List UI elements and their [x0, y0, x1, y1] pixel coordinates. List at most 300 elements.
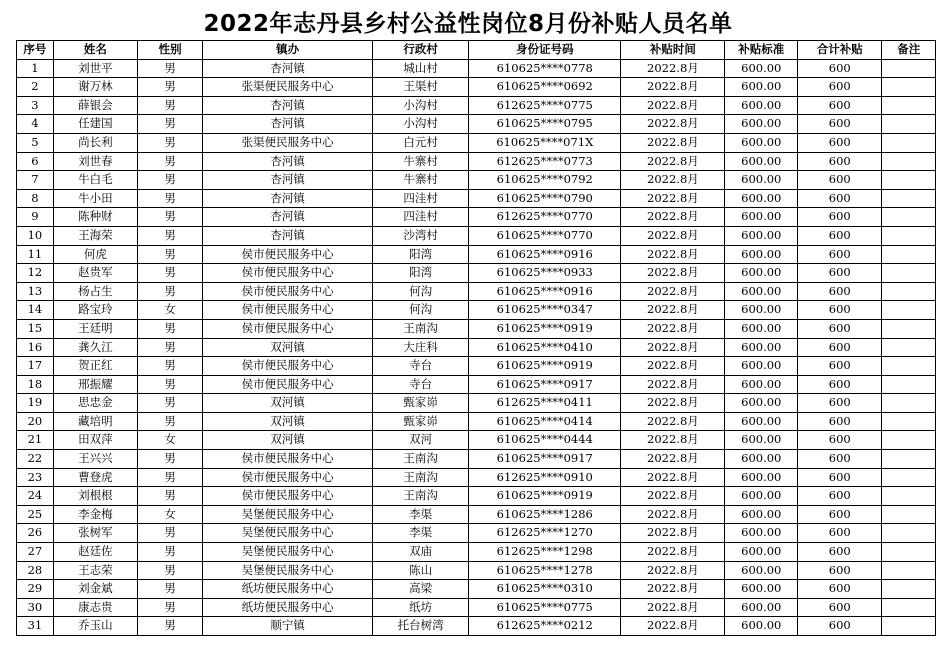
index-cell: 17 — [17, 357, 54, 376]
village-cell: 小沟村 — [373, 115, 469, 134]
index-cell: 13 — [17, 282, 54, 301]
id-number-cell: 612625****0411 — [469, 394, 621, 413]
name-cell: 邢振耀 — [53, 375, 137, 394]
index-cell: 18 — [17, 375, 54, 394]
village-cell: 甄家峁 — [373, 412, 469, 431]
total-subsidy-cell: 600 — [798, 617, 882, 636]
remarks-cell — [882, 245, 936, 264]
gender-cell: 女 — [137, 505, 202, 524]
remarks-cell — [882, 524, 936, 543]
subsidy-rate-cell: 600.00 — [725, 357, 798, 376]
remarks-cell — [882, 59, 936, 78]
town-cell: 顺宁镇 — [203, 617, 373, 636]
name-cell: 王志荣 — [53, 561, 137, 580]
table-row — [17, 598, 936, 617]
town-cell: 侯市便民服务中心 — [203, 375, 373, 394]
town-cell: 纸坊便民服务中心 — [203, 580, 373, 599]
gender-cell: 男 — [137, 338, 202, 357]
index-cell: 8 — [17, 189, 54, 208]
village-cell: 寺台 — [373, 357, 469, 376]
total-subsidy-cell: 600 — [798, 226, 882, 245]
subsidy-rate-cell: 600.00 — [725, 264, 798, 283]
village-cell: 何沟 — [373, 282, 469, 301]
subsidy-rate-cell: 600.00 — [725, 226, 798, 245]
remarks-cell — [882, 431, 936, 450]
table-row — [17, 450, 936, 469]
name-cell: 路宝玲 — [53, 301, 137, 320]
village-cell: 双庙 — [373, 543, 469, 562]
subsidy-rate-cell: 600.00 — [725, 487, 798, 506]
id-number-cell: 610625****0933 — [469, 264, 621, 283]
gender-cell: 男 — [137, 245, 202, 264]
id-number-cell: 610625****0919 — [469, 487, 621, 506]
id-number-cell: 610625****0347 — [469, 301, 621, 320]
id-number-cell: 610625****0410 — [469, 338, 621, 357]
table-row — [17, 264, 936, 283]
name-cell: 田双萍 — [53, 431, 137, 450]
remarks-cell — [882, 189, 936, 208]
index-cell: 23 — [17, 468, 54, 487]
table-row — [17, 487, 936, 506]
subsidy-period-cell: 2022.8月 — [621, 226, 725, 245]
id-number-cell: 610625****0444 — [469, 431, 621, 450]
village-cell: 小沟村 — [373, 96, 469, 115]
remarks-cell — [882, 78, 936, 97]
table-row — [17, 617, 936, 636]
town-cell: 杏河镇 — [203, 171, 373, 190]
col-header-gender: 性别 — [137, 41, 202, 60]
town-cell: 杏河镇 — [203, 226, 373, 245]
name-cell: 赵贵军 — [53, 264, 137, 283]
name-cell: 尚长利 — [53, 133, 137, 152]
subsidy-period-cell: 2022.8月 — [621, 394, 725, 413]
col-header-village: 行政村 — [373, 41, 469, 60]
gender-cell: 男 — [137, 524, 202, 543]
subsidy-rate-cell: 600.00 — [725, 245, 798, 264]
town-cell: 吴堡便民服务中心 — [203, 561, 373, 580]
subsidy-rate-cell: 600.00 — [725, 412, 798, 431]
name-cell: 王廷明 — [53, 319, 137, 338]
village-cell: 托台树湾 — [373, 617, 469, 636]
remarks-cell — [882, 543, 936, 562]
total-subsidy-cell: 600 — [798, 375, 882, 394]
remarks-cell — [882, 208, 936, 227]
town-cell: 双河镇 — [203, 431, 373, 450]
index-cell: 10 — [17, 226, 54, 245]
remarks-cell — [882, 394, 936, 413]
name-cell: 任建国 — [53, 115, 137, 134]
table-row — [17, 357, 936, 376]
subsidy-rate-cell: 600.00 — [725, 133, 798, 152]
gender-cell: 男 — [137, 375, 202, 394]
id-number-cell: 610625****0775 — [469, 598, 621, 617]
gender-cell: 男 — [137, 617, 202, 636]
col-header-subsidy-period: 补贴时间 — [621, 41, 725, 60]
name-cell: 张树军 — [53, 524, 137, 543]
name-cell: 贺正红 — [53, 357, 137, 376]
subsidy-rate-cell: 600.00 — [725, 59, 798, 78]
name-cell: 刘世春 — [53, 152, 137, 171]
table-row — [17, 375, 936, 394]
id-number-cell: 610625****0917 — [469, 375, 621, 394]
subsidy-period-cell: 2022.8月 — [621, 152, 725, 171]
gender-cell: 男 — [137, 357, 202, 376]
town-cell: 张渠便民服务中心 — [203, 78, 373, 97]
gender-cell: 男 — [137, 282, 202, 301]
id-number-cell: 610625****0919 — [469, 319, 621, 338]
remarks-cell — [882, 617, 936, 636]
subsidy-period-cell: 2022.8月 — [621, 338, 725, 357]
col-header-id-number: 身份证号码 — [469, 41, 621, 60]
table-row — [17, 171, 936, 190]
table-row — [17, 543, 936, 562]
village-cell: 王南沟 — [373, 450, 469, 469]
subsidy-period-cell: 2022.8月 — [621, 245, 725, 264]
subsidy-period-cell: 2022.8月 — [621, 96, 725, 115]
name-cell: 龚久江 — [53, 338, 137, 357]
gender-cell: 男 — [137, 450, 202, 469]
name-cell: 何虎 — [53, 245, 137, 264]
table-row — [17, 245, 936, 264]
table-row — [17, 468, 936, 487]
subsidy-rate-cell: 600.00 — [725, 375, 798, 394]
document-title: 2022年志丹县乡村公益性岗位8月份补贴人员名单 — [203, 11, 733, 37]
subsidy-rate-cell: 600.00 — [725, 208, 798, 227]
subsidy-period-cell: 2022.8月 — [621, 301, 725, 320]
town-cell: 双河镇 — [203, 338, 373, 357]
gender-cell: 女 — [137, 431, 202, 450]
town-cell: 杏河镇 — [203, 96, 373, 115]
subsidy-rate-cell: 600.00 — [725, 338, 798, 357]
gender-cell: 男 — [137, 412, 202, 431]
name-cell: 刘金斌 — [53, 580, 137, 599]
id-number-cell: 610625****0692 — [469, 78, 621, 97]
index-cell: 19 — [17, 394, 54, 413]
id-number-cell: 612625****0212 — [469, 617, 621, 636]
village-cell: 王渠村 — [373, 78, 469, 97]
village-cell: 白元村 — [373, 133, 469, 152]
town-cell: 张渠便民服务中心 — [203, 133, 373, 152]
total-subsidy-cell: 600 — [798, 487, 882, 506]
index-cell: 25 — [17, 505, 54, 524]
total-subsidy-cell: 600 — [798, 450, 882, 469]
index-cell: 24 — [17, 487, 54, 506]
index-cell: 12 — [17, 264, 54, 283]
gender-cell: 男 — [137, 468, 202, 487]
total-subsidy-cell: 600 — [798, 152, 882, 171]
total-subsidy-cell: 600 — [798, 189, 882, 208]
index-cell: 14 — [17, 301, 54, 320]
village-cell: 李渠 — [373, 505, 469, 524]
table-row — [17, 505, 936, 524]
gender-cell: 男 — [137, 487, 202, 506]
remarks-cell — [882, 301, 936, 320]
town-cell: 侯市便民服务中心 — [203, 319, 373, 338]
total-subsidy-cell: 600 — [798, 319, 882, 338]
col-header-remarks: 备注 — [882, 41, 936, 60]
id-number-cell: 610625****0916 — [469, 282, 621, 301]
total-subsidy-cell: 600 — [798, 133, 882, 152]
town-cell: 双河镇 — [203, 412, 373, 431]
table-row — [17, 96, 936, 115]
subsidy-rate-cell: 600.00 — [725, 468, 798, 487]
index-cell: 20 — [17, 412, 54, 431]
total-subsidy-cell: 600 — [798, 301, 882, 320]
remarks-cell — [882, 505, 936, 524]
id-number-cell: 612625****0773 — [469, 152, 621, 171]
name-cell: 李金梅 — [53, 505, 137, 524]
id-number-cell: 610625****1278 — [469, 561, 621, 580]
village-cell: 城山村 — [373, 59, 469, 78]
subsidy-rate-cell: 600.00 — [725, 78, 798, 97]
index-cell: 4 — [17, 115, 54, 134]
subsidy-period-cell: 2022.8月 — [621, 543, 725, 562]
table-row — [17, 115, 936, 134]
subsidy-period-cell: 2022.8月 — [621, 450, 725, 469]
subsidy-period-cell: 2022.8月 — [621, 412, 725, 431]
remarks-cell — [882, 264, 936, 283]
town-cell: 侯市便民服务中心 — [203, 245, 373, 264]
name-cell: 薛银会 — [53, 96, 137, 115]
remarks-cell — [882, 580, 936, 599]
total-subsidy-cell: 600 — [798, 78, 882, 97]
subsidy-period-cell: 2022.8月 — [621, 561, 725, 580]
subsidy-period-cell: 2022.8月 — [621, 505, 725, 524]
name-cell: 刘世平 — [53, 59, 137, 78]
index-cell: 26 — [17, 524, 54, 543]
index-cell: 30 — [17, 598, 54, 617]
total-subsidy-cell: 600 — [798, 115, 882, 134]
village-cell: 双河 — [373, 431, 469, 450]
name-cell: 牛白毛 — [53, 171, 137, 190]
name-cell: 刘根根 — [53, 487, 137, 506]
name-cell: 乔玉山 — [53, 617, 137, 636]
index-cell: 5 — [17, 133, 54, 152]
remarks-cell — [882, 115, 936, 134]
village-cell: 沙湾村 — [373, 226, 469, 245]
name-cell: 藏培明 — [53, 412, 137, 431]
total-subsidy-cell: 600 — [798, 264, 882, 283]
subsidy-rate-cell: 600.00 — [725, 431, 798, 450]
subsidy-period-cell: 2022.8月 — [621, 375, 725, 394]
village-cell: 阳湾 — [373, 264, 469, 283]
gender-cell: 男 — [137, 226, 202, 245]
gender-cell: 女 — [137, 301, 202, 320]
gender-cell: 男 — [137, 96, 202, 115]
id-number-cell: 610625****0919 — [469, 357, 621, 376]
subsidy-period-cell: 2022.8月 — [621, 580, 725, 599]
table-row — [17, 152, 936, 171]
village-cell: 高梁 — [373, 580, 469, 599]
gender-cell: 男 — [137, 208, 202, 227]
remarks-cell — [882, 96, 936, 115]
id-number-cell: 610625****0795 — [469, 115, 621, 134]
table-row — [17, 133, 936, 152]
subsidy-period-cell: 2022.8月 — [621, 319, 725, 338]
remarks-cell — [882, 468, 936, 487]
name-cell: 杨占生 — [53, 282, 137, 301]
name-cell: 陈种财 — [53, 208, 137, 227]
village-cell: 何沟 — [373, 301, 469, 320]
total-subsidy-cell: 600 — [798, 171, 882, 190]
subsidy-period-cell: 2022.8月 — [621, 171, 725, 190]
remarks-cell — [882, 282, 936, 301]
remarks-cell — [882, 375, 936, 394]
town-cell: 杏河镇 — [203, 152, 373, 171]
gender-cell: 男 — [137, 189, 202, 208]
subsidy-period-cell: 2022.8月 — [621, 78, 725, 97]
remarks-cell — [882, 412, 936, 431]
total-subsidy-cell: 600 — [798, 282, 882, 301]
village-cell: 牛寨村 — [373, 171, 469, 190]
town-cell: 侯市便民服务中心 — [203, 282, 373, 301]
index-cell: 27 — [17, 543, 54, 562]
subsidy-period-cell: 2022.8月 — [621, 115, 725, 134]
subsidy-period-cell: 2022.8月 — [621, 487, 725, 506]
village-cell: 陈山 — [373, 561, 469, 580]
remarks-cell — [882, 487, 936, 506]
remarks-cell — [882, 226, 936, 245]
subsidy-period-cell: 2022.8月 — [621, 598, 725, 617]
table-row — [17, 394, 936, 413]
subsidy-rate-cell: 600.00 — [725, 96, 798, 115]
id-number-cell: 610625****0310 — [469, 580, 621, 599]
subsidy-rate-cell: 600.00 — [725, 450, 798, 469]
id-number-cell: 612625****1270 — [469, 524, 621, 543]
town-cell: 杏河镇 — [203, 189, 373, 208]
table-row — [17, 282, 936, 301]
gender-cell: 男 — [137, 580, 202, 599]
village-cell: 王南沟 — [373, 468, 469, 487]
id-number-cell: 612625****0910 — [469, 468, 621, 487]
table-row — [17, 319, 936, 338]
name-cell: 王兴兴 — [53, 450, 137, 469]
table-row — [17, 431, 936, 450]
table-row — [17, 226, 936, 245]
name-cell: 康志贵 — [53, 598, 137, 617]
table-row — [17, 189, 936, 208]
town-cell: 吴堡便民服务中心 — [203, 543, 373, 562]
subsidy-rate-cell: 600.00 — [725, 580, 798, 599]
village-cell: 王南沟 — [373, 319, 469, 338]
index-cell: 9 — [17, 208, 54, 227]
table-row — [17, 524, 936, 543]
index-cell: 6 — [17, 152, 54, 171]
id-number-cell: 610625****0916 — [469, 245, 621, 264]
town-cell: 侯市便民服务中心 — [203, 264, 373, 283]
id-number-cell: 612625****0775 — [469, 96, 621, 115]
town-cell: 吴堡便民服务中心 — [203, 505, 373, 524]
remarks-cell — [882, 319, 936, 338]
village-cell: 阳湾 — [373, 245, 469, 264]
village-cell: 纸坊 — [373, 598, 469, 617]
name-cell: 谢万林 — [53, 78, 137, 97]
id-number-cell: 612625****0770 — [469, 208, 621, 227]
gender-cell: 男 — [137, 543, 202, 562]
index-cell: 15 — [17, 319, 54, 338]
town-cell: 双河镇 — [203, 394, 373, 413]
village-cell: 寺台 — [373, 375, 469, 394]
id-number-cell: 610625****0792 — [469, 171, 621, 190]
subsidy-rate-cell: 600.00 — [725, 394, 798, 413]
town-cell: 侯市便民服务中心 — [203, 487, 373, 506]
col-header-index: 序号 — [17, 41, 54, 60]
header-row — [17, 41, 936, 60]
gender-cell: 男 — [137, 171, 202, 190]
id-number-cell: 610625****0778 — [469, 59, 621, 78]
name-cell: 曹登虎 — [53, 468, 137, 487]
remarks-cell — [882, 450, 936, 469]
total-subsidy-cell: 600 — [798, 543, 882, 562]
table-row — [17, 580, 936, 599]
subsidy-period-cell: 2022.8月 — [621, 282, 725, 301]
gender-cell: 男 — [137, 78, 202, 97]
subsidy-rate-cell: 600.00 — [725, 282, 798, 301]
id-number-cell: 610625****1286 — [469, 505, 621, 524]
name-cell: 赵廷佐 — [53, 543, 137, 562]
table-row — [17, 59, 936, 78]
subsidy-rate-cell: 600.00 — [725, 524, 798, 543]
index-cell: 29 — [17, 580, 54, 599]
table-row — [17, 78, 936, 97]
gender-cell: 男 — [137, 115, 202, 134]
remarks-cell — [882, 171, 936, 190]
index-cell: 21 — [17, 431, 54, 450]
gender-cell: 男 — [137, 598, 202, 617]
total-subsidy-cell: 600 — [798, 524, 882, 543]
name-cell: 思忠金 — [53, 394, 137, 413]
name-cell: 王海荣 — [53, 226, 137, 245]
index-cell: 3 — [17, 96, 54, 115]
remarks-cell — [882, 152, 936, 171]
town-cell: 杏河镇 — [203, 115, 373, 134]
index-cell: 28 — [17, 561, 54, 580]
col-header-subsidy-rate: 补贴标准 — [725, 41, 798, 60]
subsidy-period-cell: 2022.8月 — [621, 59, 725, 78]
gender-cell: 男 — [137, 394, 202, 413]
subsidy-period-cell: 2022.8月 — [621, 133, 725, 152]
total-subsidy-cell: 600 — [798, 394, 882, 413]
id-number-cell: 610625****0770 — [469, 226, 621, 245]
index-cell: 11 — [17, 245, 54, 264]
town-cell: 杏河镇 — [203, 208, 373, 227]
total-subsidy-cell: 600 — [798, 357, 882, 376]
village-cell: 甄家峁 — [373, 394, 469, 413]
subsidy-table — [16, 40, 936, 636]
total-subsidy-cell: 600 — [798, 431, 882, 450]
village-cell: 王南沟 — [373, 487, 469, 506]
village-cell: 李渠 — [373, 524, 469, 543]
col-header-name: 姓名 — [53, 41, 137, 60]
index-cell: 7 — [17, 171, 54, 190]
subsidy-rate-cell: 600.00 — [725, 598, 798, 617]
total-subsidy-cell: 600 — [798, 505, 882, 524]
id-number-cell: 610625****0917 — [469, 450, 621, 469]
town-cell: 侯市便民服务中心 — [203, 450, 373, 469]
name-cell: 牛小田 — [53, 189, 137, 208]
subsidy-rate-cell: 600.00 — [725, 115, 798, 134]
gender-cell: 男 — [137, 319, 202, 338]
subsidy-rate-cell: 600.00 — [725, 152, 798, 171]
subsidy-period-cell: 2022.8月 — [621, 468, 725, 487]
subsidy-period-cell: 2022.8月 — [621, 189, 725, 208]
gender-cell: 男 — [137, 264, 202, 283]
subsidy-rate-cell: 600.00 — [725, 301, 798, 320]
town-cell: 侯市便民服务中心 — [203, 468, 373, 487]
total-subsidy-cell: 600 — [798, 59, 882, 78]
remarks-cell — [882, 598, 936, 617]
id-number-cell: 612625****1298 — [469, 543, 621, 562]
